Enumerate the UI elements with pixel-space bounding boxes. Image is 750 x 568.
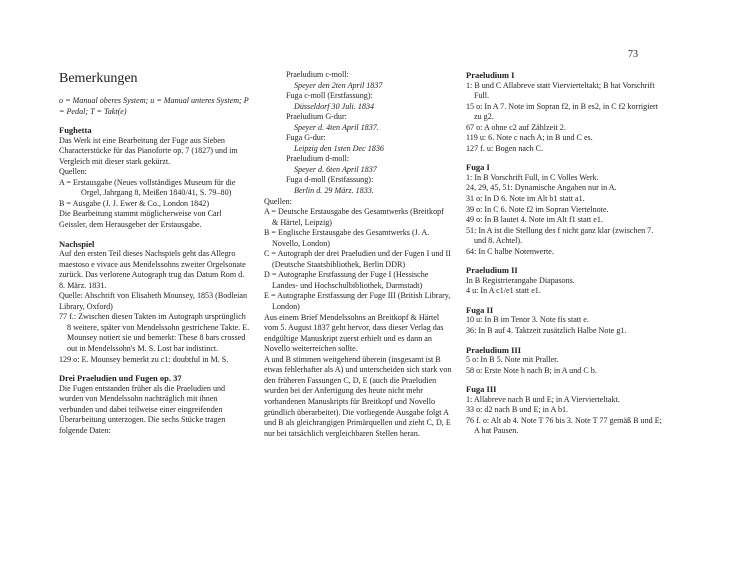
date-value: Speyer d. 6ten April 1837 (294, 164, 377, 174)
note: 36: In B auf 4. Taktzeit zusätzlich Halbe Note g1. (466, 326, 627, 336)
note: 15 o: In A 7. Note im Sopran f2, in B es2, in C f2 korrigiert zu g2. (466, 101, 658, 122)
heading-praeludium-3: Praeludium III (466, 344, 522, 355)
date-entry (264, 70, 452, 91)
nachspiel-note-77: 77 f.: Zwischen diesen Takten im Autograph ursprünglich 8 weitere, später von Mendelssohn gestrichene Takte. E. Mounsey notiert sie und bemerkt: These 8 bars crossed out in Mendelssohn's M. S. Lost bar indistinct. (59, 312, 250, 354)
heading-fughetta: Fughetta (59, 125, 92, 136)
date-value: Düsseldorf 30 Juli. 1834 (294, 101, 375, 111)
note: 39 o: In C 6. Note f2 im Sopran Viertelnote. (466, 204, 609, 214)
nachspiel-source: Quelle: Abschrift von Elisabeth Mounsey, 1853 (Bodleian Library, Oxford) (59, 291, 248, 311)
date-piece: Fuga G-dur: (286, 133, 326, 143)
date-value: Speyer d. 4ten April 1837. (294, 122, 379, 132)
heading-nachspiel: Nachspiel (59, 238, 95, 249)
source-b: B = Englische Erstausgabe des Gesamtwerks (J. A. Novello, London) (264, 228, 430, 248)
date-value: Speyer den 2ten April 1837 (294, 80, 383, 90)
fughetta-text: Das Werk ist eine Bearbeitung der Fuge aus Sieben Characterstücke für das Pianoforte op. 7 (1827) und im Vergleich mit dieser stark gekürzt. (59, 135, 238, 166)
column-right (466, 70, 662, 437)
note: 64: In C halbe Notenwerte. (466, 246, 554, 256)
fughetta-source-b: B = Ausgabe (J. J. Ewer & Co., London 1842) (59, 198, 210, 208)
date-entry (264, 91, 452, 112)
column-left (59, 70, 250, 436)
praeludien-text: Die Fugen entstanden früher als die Praeludien und wurden von Mendelssohn nachträglich mit ihnen verbunden und dabei teilweise einer eingreifenden Überarbeitung unterzogen. Die sechs Stücke tragen folgende Daten: (59, 383, 226, 435)
note: 1: In B Vorschrift Full, in C Volles Werk. (466, 172, 599, 182)
heading-fuga-1: Fuga I (466, 162, 490, 173)
note: 5 o: In B 5. Note mit Praller. (466, 355, 559, 365)
note: 49 o: In B lautet 4. Note im Alt f1 statt e1. (466, 215, 603, 225)
date-piece: Praeludium c-moll: (286, 70, 349, 79)
date-piece: Praeludium G-dur: (286, 112, 347, 122)
note: 67 o: A ohne c2 auf Zählzeit 2. (466, 122, 566, 132)
note: 1: Allabreve nach B und E; in A Viervierteltakt. (466, 394, 620, 404)
fughetta-source-a: A = Erstausgabe (Neues vollständiges Museum für die Orgel, Jahrgang 8, Meißen 1840/41, S. 79–80) (59, 177, 236, 198)
fughetta-remark: Die Bearbeitung stammt möglicherweise von Carl Geissler, dem Herausgeber der Erstausgabe. (59, 209, 222, 230)
note: 127 f. u: Bogen nach C. (466, 143, 544, 153)
date-entry (264, 133, 452, 154)
page-title: Bemerkungen (59, 71, 138, 86)
letter-text: Aus einem Brief Mendelssohns an Breitkopf & Härtel vom 5. August 1837 geht hervor, dass dieser Verlag das endgültige Manuskript zuerst erhielt und es dann an Novello weiterreichen sollte. (264, 312, 444, 354)
note: 58 o: Erste Note h nach B; in A und C b. (466, 365, 597, 375)
column-middle (264, 70, 452, 439)
source-c: C = Autograph der drei Praeludien und der Fugen I und II (Deutsche Staatsbibliothek, Berlin DDR) (264, 249, 451, 269)
nachspiel-note-129: 129 o: E. Mounsey bemerkt zu c1: doubtful in M. S. (59, 354, 229, 364)
date-entry (264, 112, 452, 133)
heading-praeludium-1: Praeludium I (466, 70, 515, 80)
sources-label: Quellen: (264, 196, 292, 206)
note: In B Registrierangabe Diapasons. (466, 275, 575, 285)
nachspiel-text: Auf den ersten Teil dieses Nachspiels geht das Allegro maestoso e vivace aus Mendelssohns zweiter Orgelsonate zurück. Das verlorene Autograph trug das Datum Rom d. 8. März. 1831. (59, 249, 246, 290)
note: 33 o: d2 nach B und E; in A b1. (466, 405, 569, 415)
source-a: A = Deutsche Erstausgabe des Gesamtwerks (Breitkopf & Härtel, Leipzig) (264, 207, 444, 227)
abbreviations: o = Manual oberes System; u = Manual unteres System; P = Pedal; T = Takt(e) (59, 96, 249, 116)
source-d: D = Autographe Erstfassung der Fuge I (Hessische Landes- und Hochschulbibliothek, Darmstadt) (264, 270, 429, 290)
heading-praeludien-op37: Drei Praeludien und Fugen op. 37 (59, 373, 182, 384)
date-value: Berlin d. 29 März. 1833. (294, 186, 374, 196)
date-piece: Fuga c-moll (Erstfassung): (286, 91, 373, 101)
date-entry (264, 175, 452, 196)
note: 31 o: In D 6. Note im Alt b1 statt a1. (466, 194, 585, 204)
fughetta-sources-label: Quellen: (59, 167, 87, 177)
date-entry (264, 154, 452, 175)
date-piece: Praeludium d-moll: (286, 154, 350, 164)
note: 119 u: 6. Note c nach A; in B und C es. (466, 133, 593, 143)
heading-praeludium-2: Praeludium II (466, 265, 518, 276)
edition-text: A und B stimmen weitgehend überein (insgesamt ist B etwas fehlerhafter als A) und unterscheiden sich stark von den früheren Fassungen C, D, E (auch die Praeludien wurden bei der Anfertigung des heute nicht mehr vorhandenen Manuskripts für Breitkopf und Novello gründlich überarbeitet). Die vorliegende Ausgabe folgt A und B als gleichrangigen Primärquellen und zieht C, D, E nur bei tatsächlich vergleichbaren Stellen heran. (264, 354, 452, 438)
page-number: 73 (628, 49, 638, 60)
date-value: Leipzig den 1sten Dec 1836 (294, 143, 384, 153)
note: 51: In A ist die Stellung des f nicht ganz klar (zwischen 7. und 8. Achtel). (466, 225, 654, 246)
date-piece: Fuga d-moll (Erstfassung): (286, 175, 374, 185)
note: 24, 29, 45, 51: Dynamische Angaben nur in A. (466, 183, 617, 193)
note: 1: B und C Allabreve statt Viervierteltakt; B hat Vorschrift Full. (466, 80, 655, 101)
source-e: E = Autographe Erstfassung der Fuge III (British Library, London) (264, 291, 451, 312)
note: 76 f. o: Alt ab 4. Note T 76 bis 3. Note T 77 gemäß B und E; A hat Pausen. (466, 415, 662, 436)
heading-fuga-2: Fuga II (466, 304, 494, 315)
note: 4 u: In A c1/e1 statt e1. (466, 286, 541, 296)
note: 10 u: In B im Tenor 3. Note fis statt e. (466, 315, 589, 325)
heading-fuga-3: Fuga III (466, 384, 497, 395)
